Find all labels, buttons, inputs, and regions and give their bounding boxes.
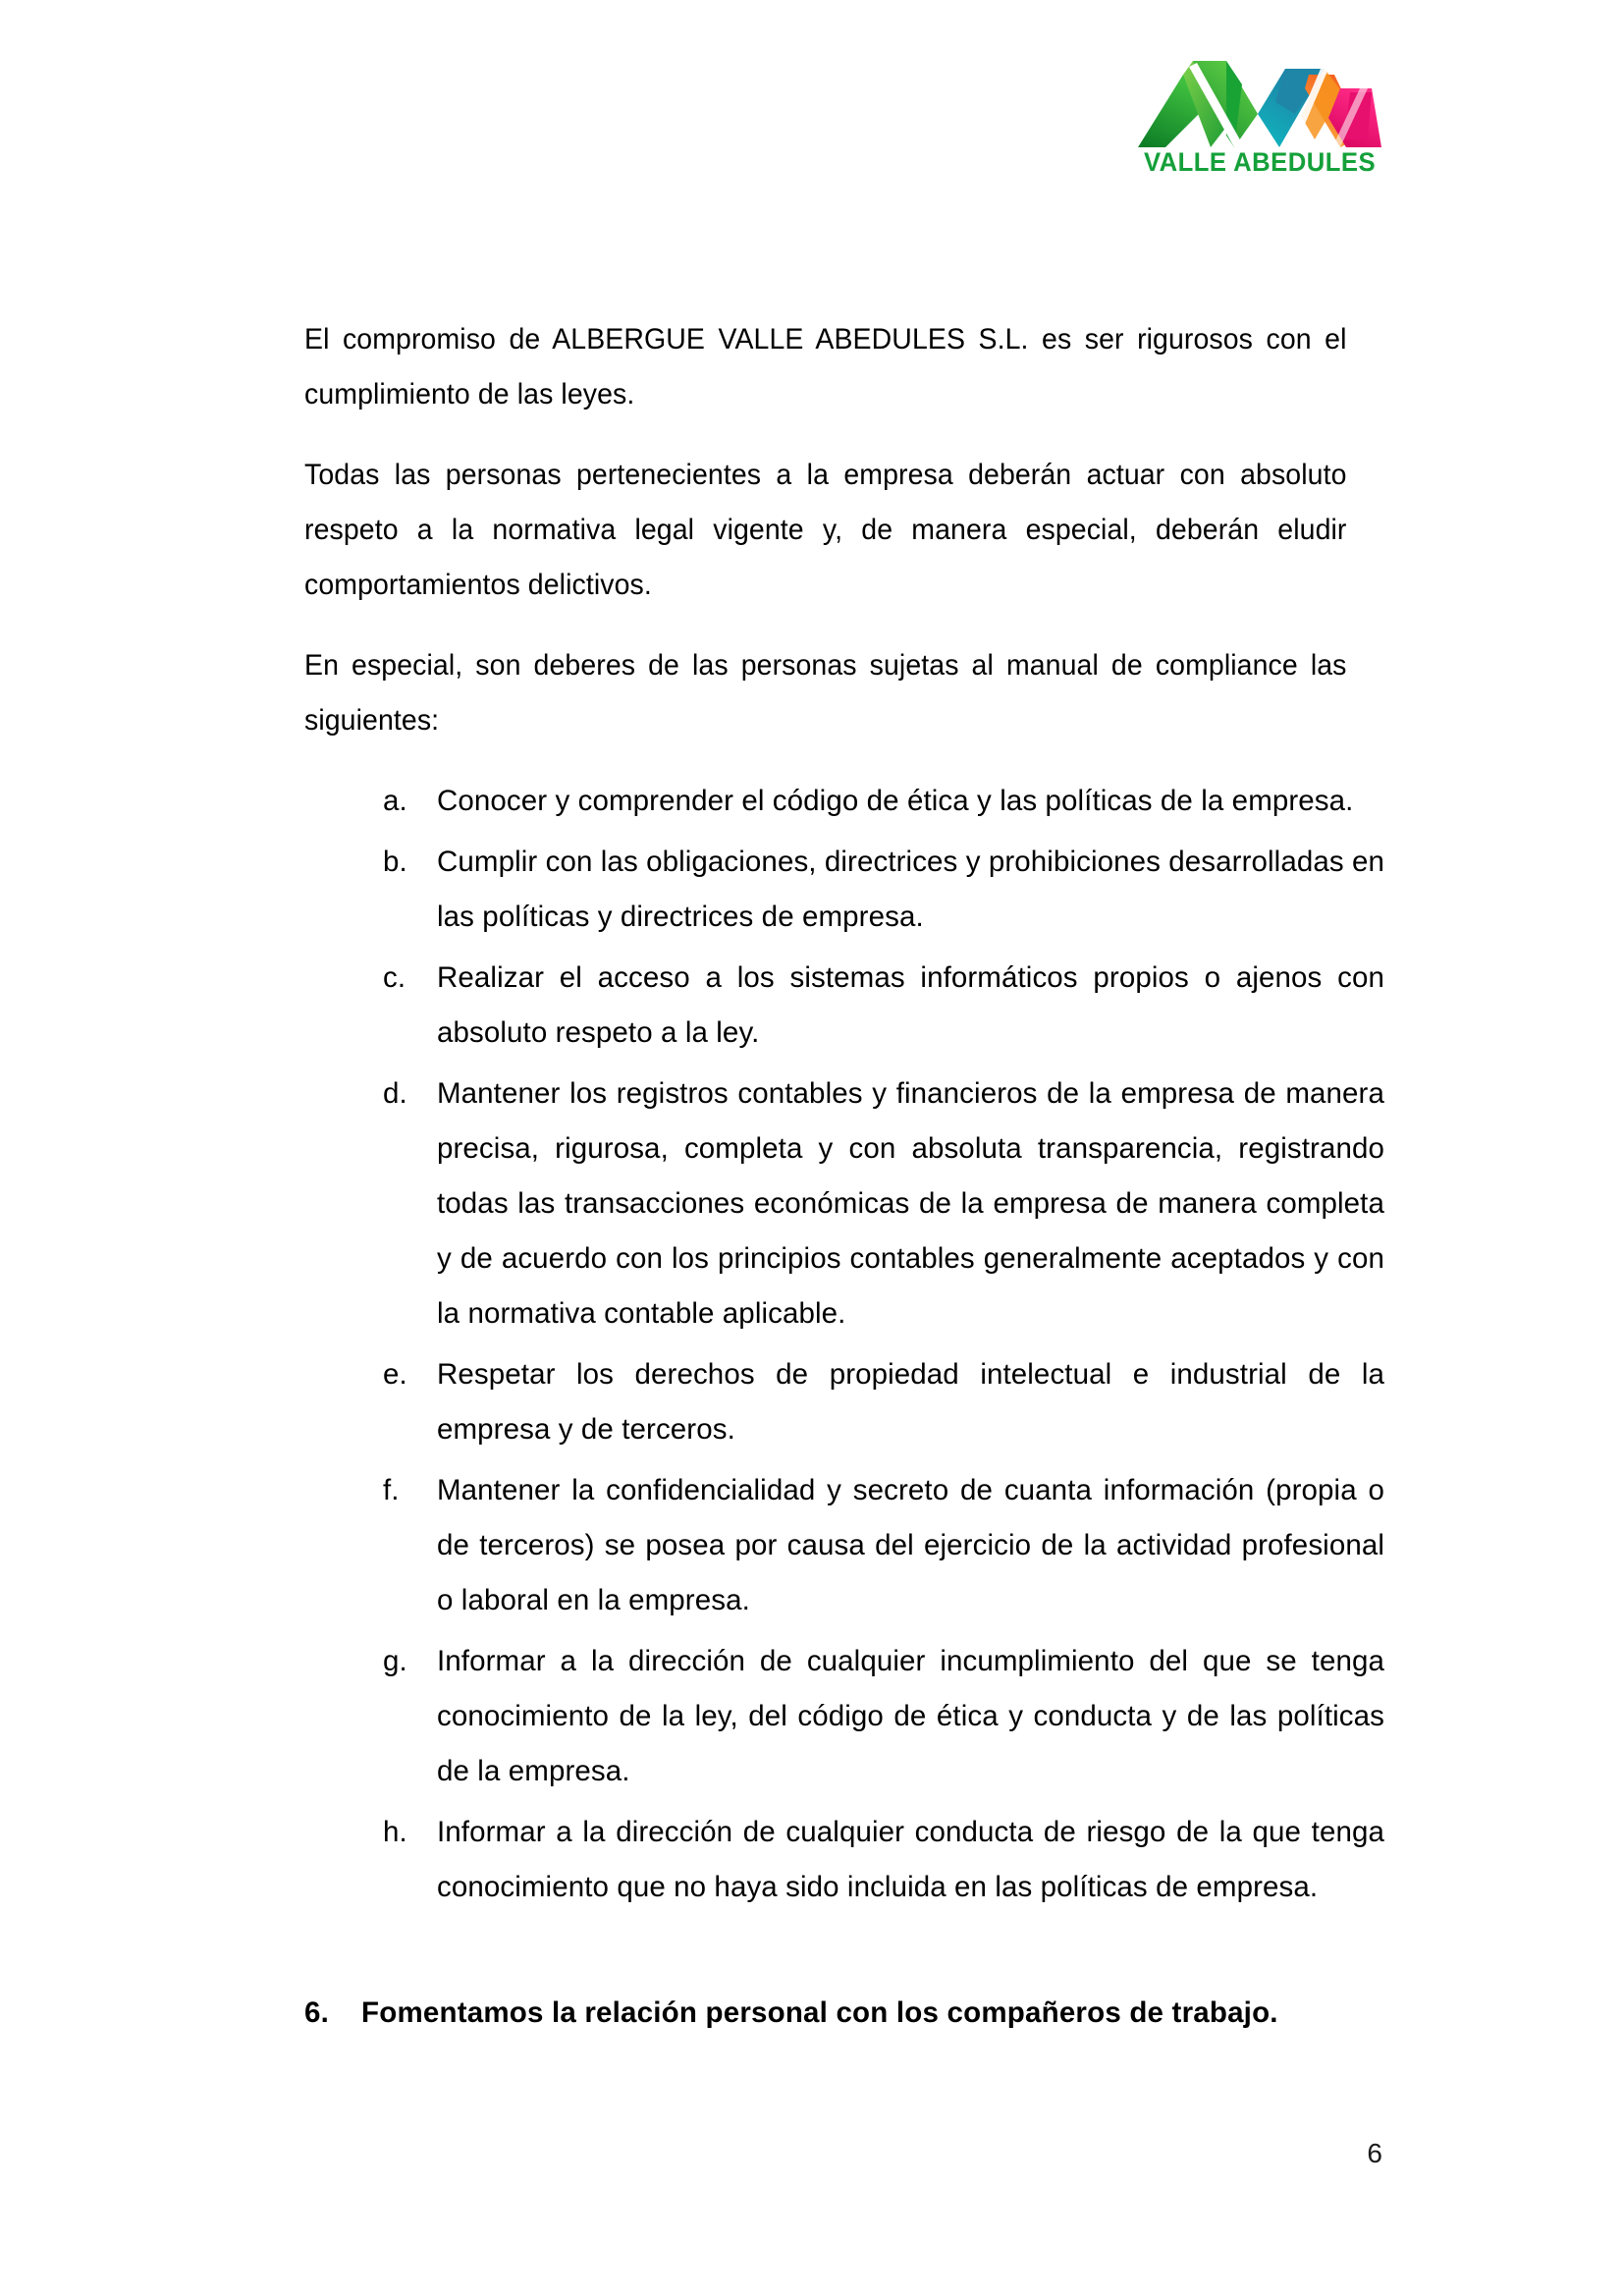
list-marker: a.: [383, 785, 407, 817]
list-item-text: Cumplir con las obligaciones, directrices y prohibiciones desarrolladas en las políticas y directrices de empresa.: [437, 846, 1384, 933]
list-marker: b.: [383, 846, 407, 878]
list-marker: h.: [383, 1816, 407, 1848]
list-item: [304, 774, 1384, 829]
paragraph-respeto-normativa: Todas las personas pertenecientes a la empresa deberán actuar con absoluto respeto a la normativa legal vigente y, de manera especial, deberán eludir comportamientos delictivos.: [304, 459, 1347, 601]
list-item: [304, 951, 1384, 1061]
list-item: [304, 835, 1384, 945]
list-marker: d.: [383, 1077, 407, 1110]
list-marker: g.: [383, 1645, 407, 1677]
list-item-text: Mantener la confidencialidad y secreto de cuanta información (propia o de terceros) se posea por causa del ejercicio de la actividad profesional o laboral en la empresa.: [437, 1474, 1384, 1616]
page-number: 6: [1367, 2138, 1382, 2168]
valle-abedules-mark-icon: [1132, 45, 1387, 151]
paragraph-deberes-intro: En especial, son deberes de las personas sujetas al manual de compliance las siguientes:: [304, 649, 1347, 737]
list-item: [304, 1805, 1384, 1915]
page-header: [0, 45, 1623, 202]
list-item-text: Realizar el acceso a los sistemas informáticos propios o ajenos con absoluto respeto a la ley.: [437, 961, 1384, 1049]
list-item-text: Informar a la dirección de cualquier incumplimiento del que se tenga conocimiento de la ley, del código de ética y conducta y de las políticas de la empresa.: [437, 1645, 1384, 1787]
list-item: [304, 1347, 1384, 1457]
list-item-text: Mantener los registros contables y financieros de la empresa de manera precisa, rigurosa, completa y con absoluta transparencia, registrando todas las transacciones económicas de la empresa de manera completa y de acuerdo con los principios contables generalmente aceptados y con la normativa contable aplicable.: [437, 1077, 1384, 1330]
list-marker: f.: [383, 1474, 400, 1506]
duties-list: [304, 774, 1384, 1915]
list-item-text: Respetar los derechos de propiedad intelectual e industrial de la empresa y de terceros.: [437, 1358, 1384, 1446]
list-item: [304, 1066, 1384, 1341]
paragraph-intro-compromiso: El compromiso de ALBERGUE VALLE ABEDULES S.L. es ser rigurosos con el cumplimiento de las leyes.: [304, 323, 1347, 410]
section-heading-6: [304, 1992, 1384, 2035]
logo-wordmark: VALLE ABEDULES: [1143, 147, 1377, 177]
list-item-text: Informar a la dirección de cualquier conducta de riesgo de la que tenga conocimiento que no haya sido incluida en las políticas de empresa.: [437, 1816, 1384, 1903]
company-logo: [1132, 45, 1387, 192]
section-title: Fomentamos la relación personal con los compañeros de trabajo.: [361, 1996, 1278, 2029]
section-number: 6.: [304, 1996, 330, 2029]
list-marker: c.: [383, 961, 406, 994]
list-marker: e.: [383, 1358, 407, 1391]
list-item-text: Conocer y comprender el código de ética y las políticas de la empresa.: [437, 785, 1354, 817]
list-item: [304, 1463, 1384, 1628]
list-item: [304, 1634, 1384, 1799]
document-body: [304, 312, 1384, 2035]
